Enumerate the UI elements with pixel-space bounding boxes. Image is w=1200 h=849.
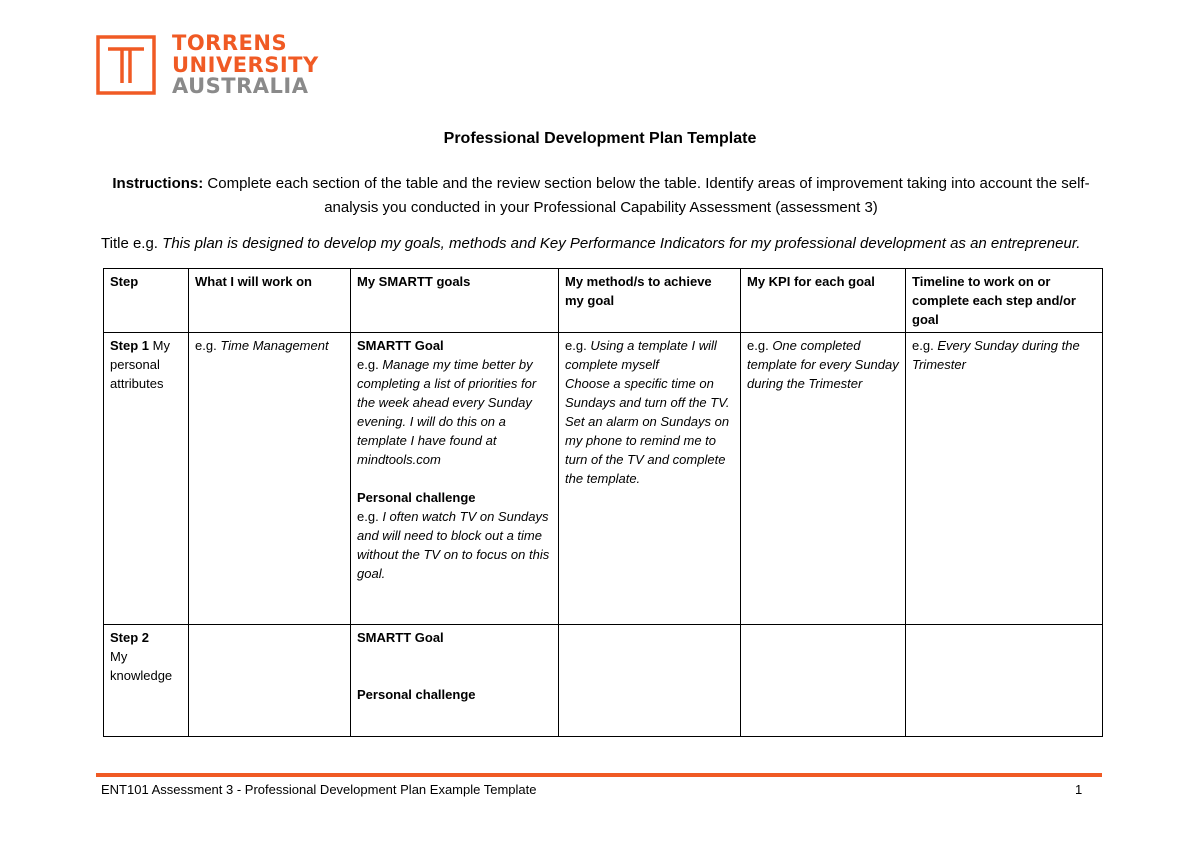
- row1-step-label: My personal attributes: [110, 338, 170, 391]
- table-row: [104, 333, 1103, 625]
- page-number: 1: [1075, 782, 1083, 797]
- row1-method-text3: Set an alarm on Sundays on my phone to remind me to turn of the TV and complete the template.: [565, 414, 730, 486]
- row1-challenge-body: [357, 507, 552, 583]
- plan-table: [103, 268, 1103, 737]
- row1-method-eg: e.g.: [565, 338, 587, 353]
- torrens-logo-icon: [96, 35, 156, 95]
- row1-method-text2: Choose a specific time on Sundays and turn off the TV.: [565, 376, 730, 410]
- row2-challenge-label: Personal challenge: [357, 687, 476, 702]
- logo-line-1: TORRENS: [172, 31, 288, 55]
- row1-method-line1: [565, 336, 734, 374]
- row1-work-text: Time Management: [220, 338, 329, 353]
- title-label: Title: [101, 235, 129, 252]
- row2-step-cell[interactable]: [104, 625, 189, 737]
- header-timeline: Timeline to work on or complete each step and/or goal: [906, 269, 1103, 333]
- instructions: [96, 172, 1106, 220]
- row1-work-cell[interactable]: [189, 333, 351, 625]
- header-kpi: My KPI for each goal: [741, 269, 906, 333]
- row1-method-cell[interactable]: [559, 333, 741, 625]
- header-methods: My method/s to achieve my goal: [559, 269, 741, 333]
- header-work-on: What I will work on: [189, 269, 351, 333]
- row2-step-number: Step 2: [110, 630, 150, 645]
- table-header-row: [104, 269, 1103, 333]
- row2-step-label: My knowledge: [110, 649, 173, 683]
- instructions-label: Instructions:: [112, 175, 204, 192]
- footer-divider: [96, 773, 1102, 777]
- row2-goal-cell[interactable]: [351, 625, 559, 737]
- row1-work-eg: e.g.: [195, 338, 217, 353]
- row2-timeline-cell[interactable]: [906, 625, 1103, 737]
- header-step: Step: [104, 269, 189, 333]
- row1-method-text1: Using a template I will complete myself: [565, 338, 717, 372]
- row1-goal-eg: e.g.: [357, 357, 379, 372]
- row1-timeline-cell[interactable]: [906, 333, 1103, 625]
- row2-method-cell[interactable]: [559, 625, 741, 737]
- row1-kpi-eg: e.g.: [747, 338, 769, 353]
- row1-challenge-eg: e.g.: [357, 509, 379, 524]
- title-example: This plan is designed to develop my goals, methods and Key Performance Indicators for my professional development as an entrepreneur.: [162, 235, 1081, 252]
- row1-step-number: Step 1: [110, 338, 150, 353]
- document-title: Professional Development Plan Template: [443, 130, 757, 147]
- row1-challenge-label: Personal challenge: [357, 490, 476, 505]
- row1-goal-label: SMARTT Goal: [357, 338, 444, 353]
- table-row: [104, 625, 1103, 737]
- row1-challenge-text: I often watch TV on Sundays and will need to block out a time without the TV on to focus on this goal.: [357, 509, 550, 581]
- plan-title-line: [101, 232, 1101, 256]
- title-eg: e.g.: [132, 235, 158, 252]
- row1-timeline-text: Every Sunday during the Trimester: [912, 338, 1080, 372]
- instructions-text: Complete each section of the table and the review section below the table. Identify areas of improvement taking into account the self-analysis you conducted in your Professional Capability Assessment (assessment 3): [207, 175, 1090, 216]
- row2-kpi-cell[interactable]: [741, 625, 906, 737]
- logo-wordmark: [172, 33, 319, 98]
- row1-step-cell[interactable]: [104, 333, 189, 625]
- header-smartt-goals: My SMARTT goals: [351, 269, 559, 333]
- logo-line-3: AUSTRALIA: [172, 74, 309, 98]
- row1-goal-cell[interactable]: [351, 333, 559, 625]
- row2-work-cell[interactable]: [189, 625, 351, 737]
- row1-timeline-eg: e.g.: [912, 338, 934, 353]
- row2-goal-label: SMARTT Goal: [357, 630, 444, 645]
- row1-goal-text: Manage my time better by completing a list of priorities for the week ahead every Sunday evening. I will do this on a template I have found at mindtools.com: [357, 357, 537, 467]
- row1-kpi-cell[interactable]: [741, 333, 906, 625]
- university-logo: [96, 31, 319, 99]
- logo-line-2: UNIVERSITY: [172, 52, 319, 77]
- footer-text: ENT101 Assessment 3 - Professional Development Plan Example Template: [101, 782, 537, 797]
- row1-goal-body: [357, 355, 552, 469]
- row1-kpi-text: One completed template for every Sunday during the Trimester: [747, 338, 899, 391]
